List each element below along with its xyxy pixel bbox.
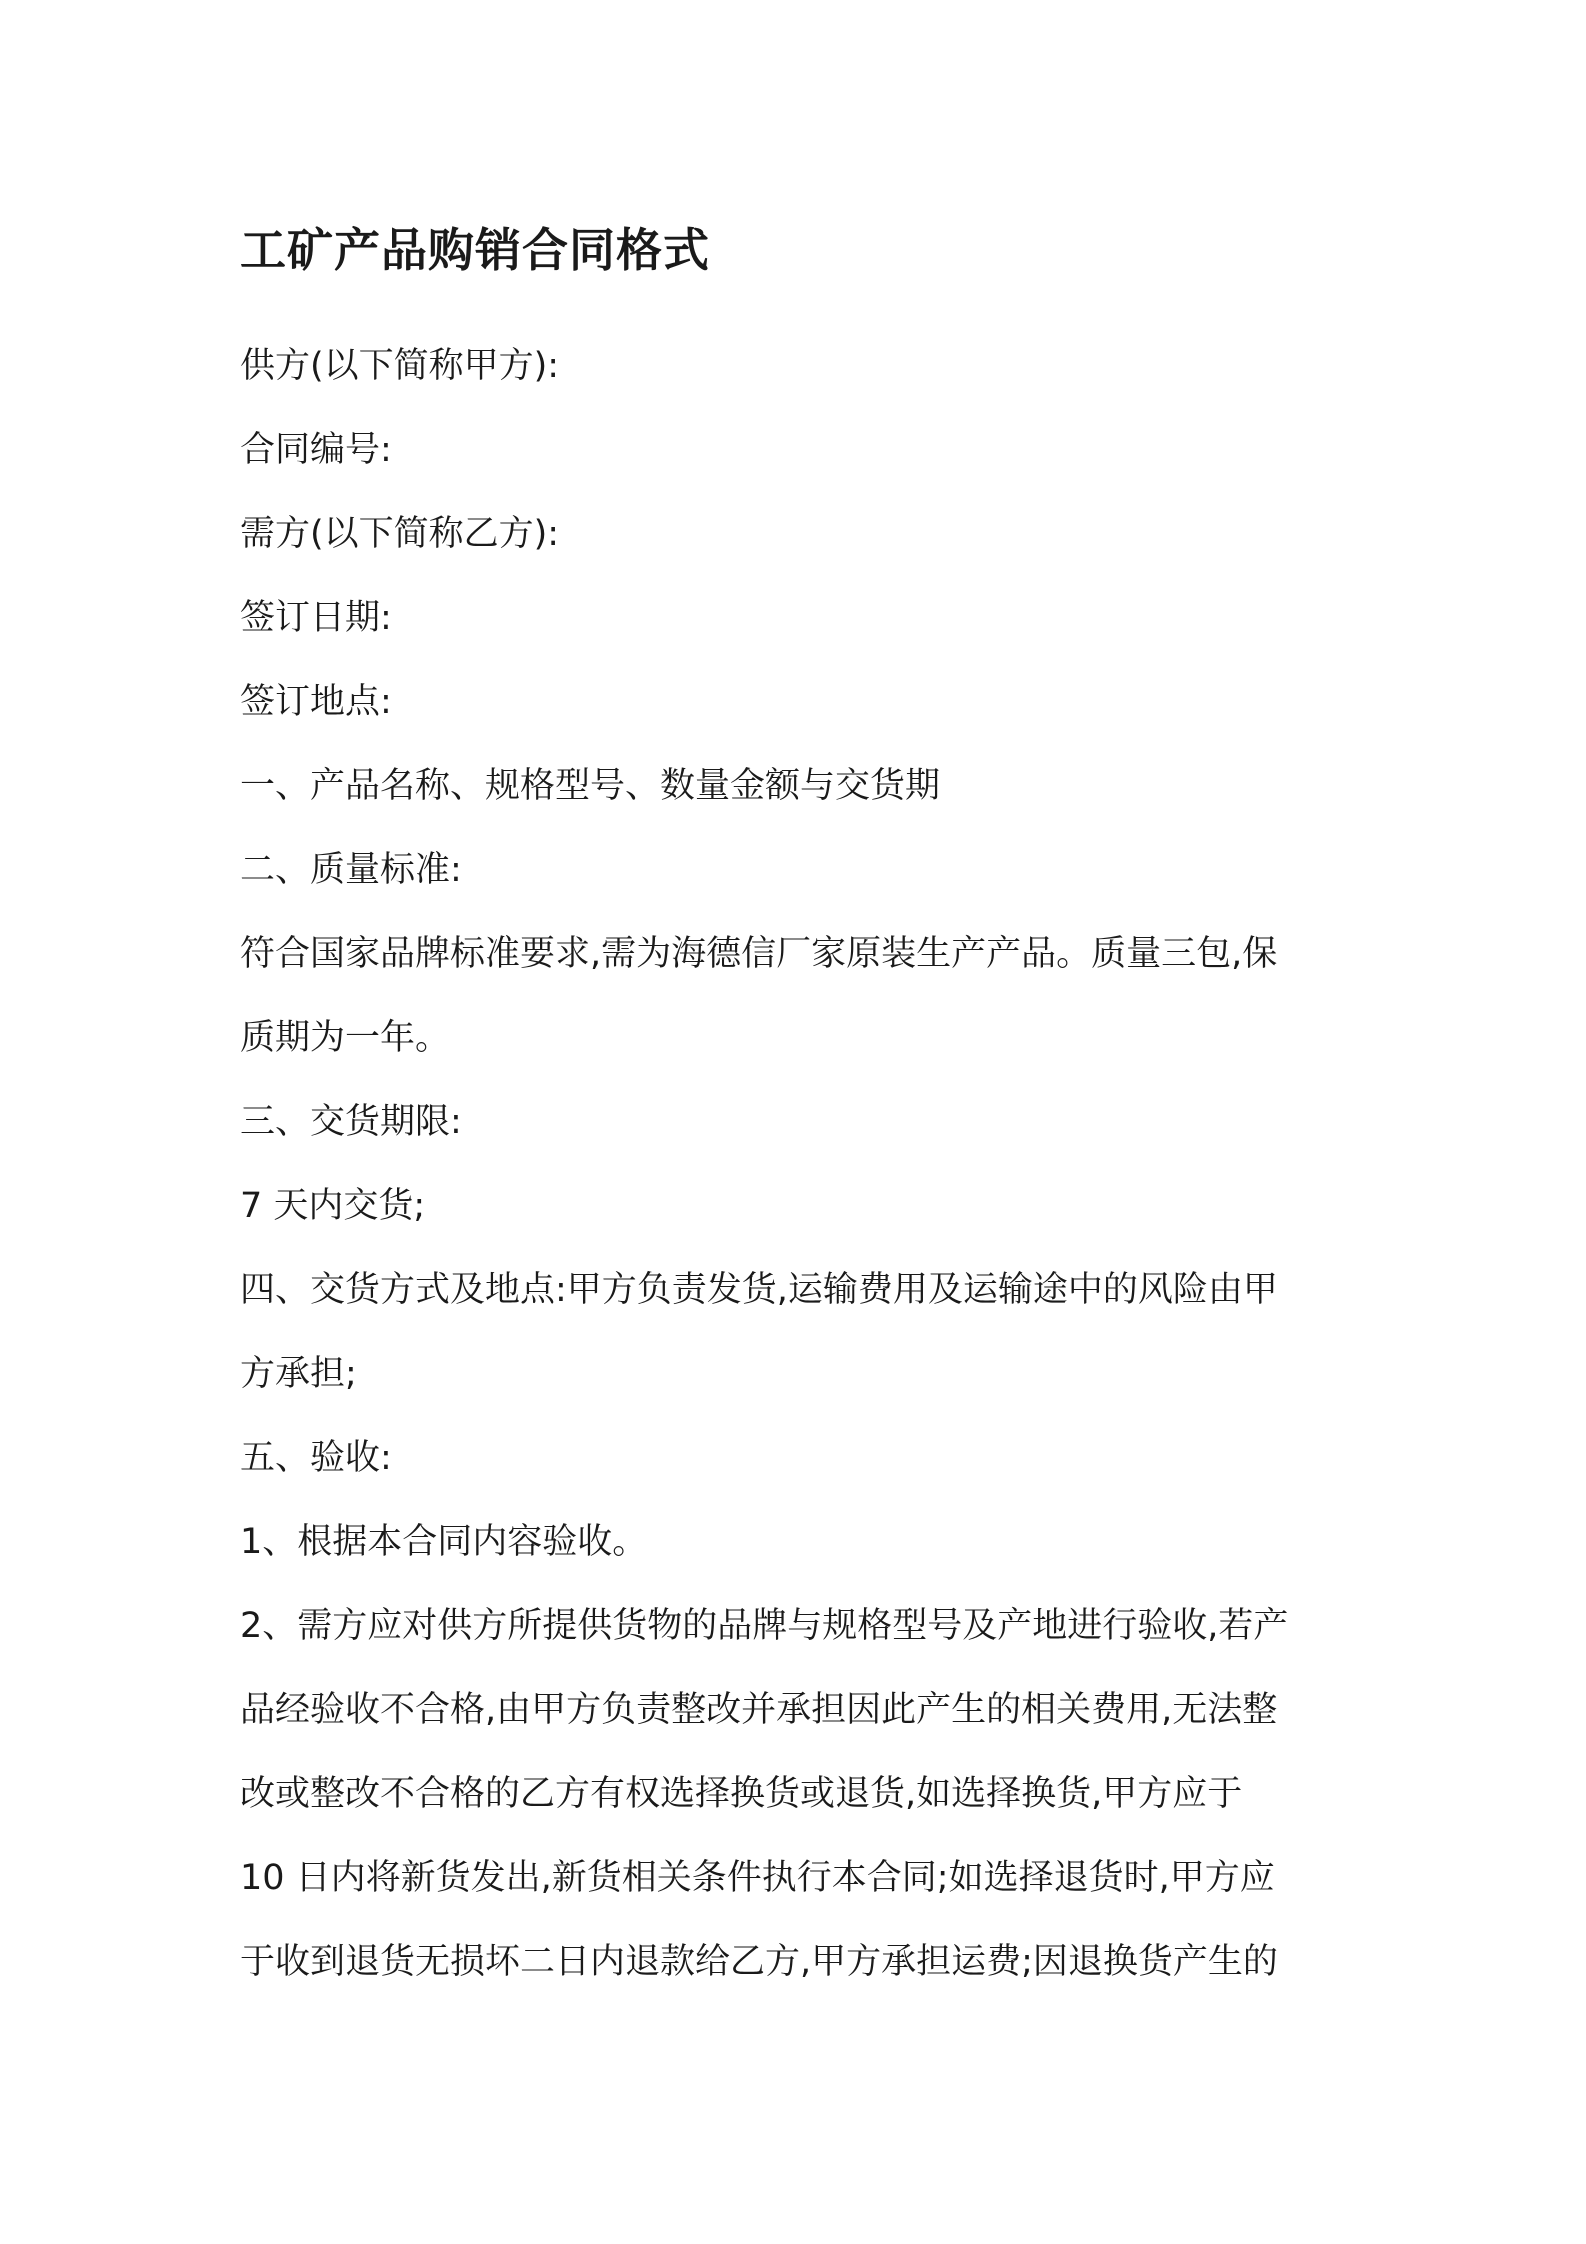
- section-heading: 一、产品名称、规格型号、数量金额与交货期: [240, 766, 941, 806]
- text-line: 品经验收不合格,由甲方负责整改并承担因此产生的相关费用,无法整: [240, 1690, 1278, 1730]
- text-line: 7 天内交货;: [240, 1186, 426, 1226]
- text-line: 10 日内将新货发出,新货相关条件执行本合同;如选择退货时,甲方应: [240, 1858, 1275, 1898]
- document-body: [240, 214, 1360, 2004]
- text-line: 方承担;: [240, 1354, 357, 1394]
- text-line: 签订地点:: [240, 682, 392, 722]
- text-line: 改或整改不合格的乙方有权选择换货或退货,如选择换货,甲方应于: [240, 1774, 1243, 1814]
- text-line: 质期为一年。: [240, 1018, 451, 1058]
- text-line: 2、需方应对供方所提供货物的品牌与规格型号及产地进行验收,若产: [240, 1606, 1289, 1646]
- text-line: 供方(以下简称甲方):: [240, 346, 560, 386]
- text-line: 符合国家品牌标准要求,需为海德信厂家原装生产产品。质量三包,保: [240, 934, 1278, 974]
- document-title: 工矿产品购销合同格式: [240, 223, 710, 277]
- text-line: 1、根据本合同内容验收。: [240, 1522, 648, 1562]
- section-heading: 五、验收:: [240, 1438, 392, 1478]
- text-line: 签订日期:: [240, 598, 392, 638]
- section-heading: 四、交货方式及地点:甲方负责发货,运输费用及运输途中的风险由甲: [240, 1270, 1278, 1310]
- text-line: 需方(以下简称乙方):: [240, 514, 560, 554]
- text-line: 于收到退货无损坏二日内退款给乙方,甲方承担运费;因退换货产生的: [240, 1942, 1278, 1982]
- section-heading: 三、交货期限:: [240, 1102, 462, 1142]
- section-heading: 二、质量标准:: [240, 850, 462, 890]
- text-line: 合同编号:: [240, 430, 392, 470]
